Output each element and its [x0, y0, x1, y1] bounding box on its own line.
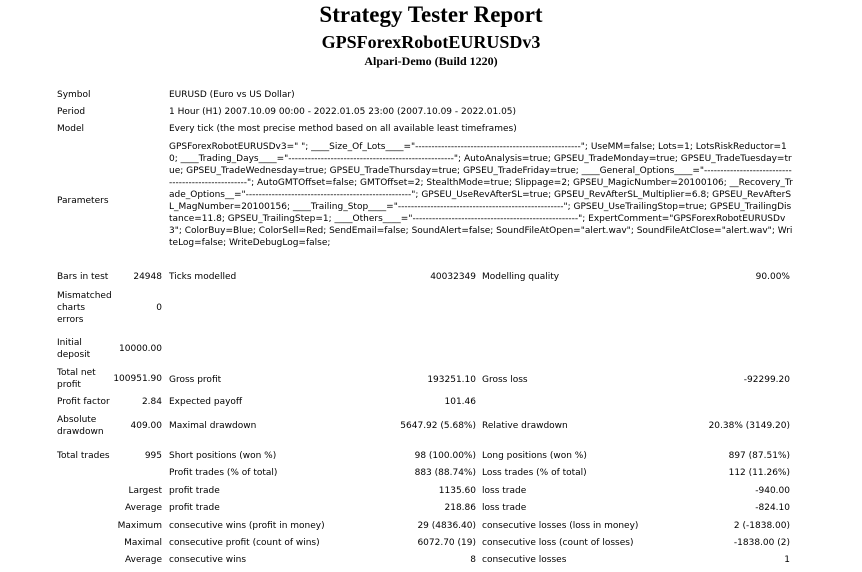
largest-loss-label: loss trade	[482, 486, 527, 496]
payoff-value: 101.46	[444, 397, 476, 407]
short-value: 98 (100.00%)	[414, 451, 476, 461]
average-loss-label: loss trade	[482, 503, 527, 513]
avg-consecutive-label: Average	[125, 555, 162, 565]
absdd-label: drawdown	[57, 427, 104, 437]
period-value: 1 Hour (H1) 2007.10.09 00:00 - 2022.01.05 23:00 (2007.10.09 - 2022.01.05)	[169, 107, 517, 117]
average-profit-value: 218.86	[444, 503, 476, 513]
reldd-label: Relative drawdown	[482, 421, 568, 431]
deposit-label: Initial	[57, 338, 82, 348]
quality-label: Modelling quality	[482, 272, 560, 282]
netprofit-label: Total net	[57, 368, 96, 378]
server-name: Alpari-Demo (Build 1220)	[364, 54, 498, 68]
short-label: Short positions (won %)	[169, 451, 277, 461]
grossprofit-label: Gross profit	[169, 375, 222, 385]
avg-losses-label: consecutive losses	[482, 555, 567, 565]
deposit-label: deposit	[57, 350, 91, 360]
maxdd-label: Maximal drawdown	[169, 421, 257, 431]
trades-value: 995	[144, 451, 162, 461]
quality-value: 90.00%	[755, 272, 790, 282]
long-value: 897 (87.51%)	[728, 451, 790, 461]
deposit-value: 10000.00	[119, 344, 162, 354]
netprofit-label: profit	[57, 380, 81, 390]
max-wins-label: consecutive wins (profit in money)	[169, 521, 325, 531]
model-label: Model	[57, 124, 85, 134]
reldd-value: 20.38% (3149.20)	[708, 421, 790, 431]
largest-profit-value: 1135.60	[438, 486, 476, 496]
maximal-loss-label: consecutive loss (count of losses)	[482, 538, 634, 548]
bars-value: 24948	[133, 272, 162, 282]
expert-name: GPSForexRobotEURUSDv3	[321, 32, 541, 52]
grossprofit-value: 193251.10	[427, 375, 476, 385]
max-losses-value: 2 (-1838.00)	[733, 521, 790, 531]
trades-label: Total trades	[57, 451, 110, 461]
largest-label: Largest	[128, 486, 162, 496]
maximal-profit-value: 6072.70 (19)	[417, 538, 476, 548]
payoff-label: Expected payoff	[169, 397, 243, 407]
parameters-label: Parameters	[57, 196, 109, 206]
avg-losses-value: 1	[784, 555, 790, 565]
mismatch-value: 0	[156, 303, 162, 313]
model-value: Every tick (the most precise method based on all available least timeframes)	[169, 124, 517, 134]
pf-label: Profit factor	[57, 397, 110, 407]
average-label: Average	[125, 503, 162, 513]
profit-trades-value: 883 (88.74%)	[414, 468, 476, 478]
average-loss-value: -824.10	[755, 503, 790, 513]
grossloss-label: Gross loss	[482, 375, 528, 385]
mismatch-label: Mismatched	[57, 291, 112, 301]
avg-wins-label: consecutive wins	[169, 555, 247, 565]
parameters-value: GPSForexRobotEURUSDv3=" "; ____Size_Of_Lots____="---------------------------------------------------"; UseMM=false; Lots=1; LotsRiskReductor=10; ____Trading_Days____="---------------------------------------------------"; AutoAnalysis=true; GPSEU_TradeMonday=true; GPSEU_TradeTuesday=true; GPSEU_TradeWednesday=true; GPSEU_TradeThursday=true; GPSEU_TradeFriday=true; ____General_Options____="---------------------------------------------------"; AutoGMTOffset=false; GMTOffset=2; StealthMode=true; Slippage=2; GPSEU_MagicNumber=20100106; __Recovery_Trade_Options__="---------------------------------------------------"; GPSEU_UseRevAfterSL=true; GPSEU_RevAfterSL_Multiplier=6.8; GPSEU_RevAfterSL_MagNumber=20100156; ____Trailing_Stop____="---------------------------------------------------"; GPSEU_UseTrailingStop=true; GPSEU_TrailingDistance=11.8; GPSEU_TrailingStep=1; ____Others____="---------------------------------------------------"; ExpertComment="GPSForexRobotEURUSDv3"; ColorBuy=Blue; ColorSell=Red; SendEmail=false; SoundAlert=false; SoundFileAtOpen="alert.wav"; SoundFileAtClose="alert.wav"; WriteLog=false; WriteDebugLog=false;	[169, 142, 793, 248]
largest-profit-label: profit trade	[169, 486, 220, 496]
symbol-value: EURUSD (Euro vs US Dollar)	[169, 90, 295, 100]
largest-loss-value: -940.00	[755, 486, 790, 496]
average-profit-label: profit trade	[169, 503, 220, 513]
bars-label: Bars in test	[57, 272, 109, 282]
pf-value: 2.84	[141, 397, 162, 407]
maxdd-value: 5647.92 (5.68%)	[400, 421, 476, 431]
mismatch-label: charts	[57, 303, 86, 313]
max-losses-label: consecutive losses (loss in money)	[482, 521, 639, 531]
period-label: Period	[57, 107, 86, 117]
max-wins-value: 29 (4836.40)	[417, 521, 476, 531]
netprofit-value: 100951.90	[113, 374, 162, 384]
report-title: Strategy Tester Report	[319, 2, 543, 27]
ticks-value: 40032349	[430, 272, 476, 282]
maximal-profit-label: consecutive profit (count of wins)	[169, 538, 320, 548]
avg-wins-value: 8	[470, 555, 476, 565]
maximal-label: Maximal	[124, 538, 162, 548]
grossloss-value: -92299.20	[743, 375, 790, 385]
mismatch-label: errors	[57, 315, 84, 325]
absdd-value: 409.00	[130, 421, 162, 431]
loss-trades-label: Loss trades (% of total)	[482, 468, 587, 478]
ticks-label: Ticks modelled	[169, 272, 237, 282]
absdd-label: Absolute	[57, 415, 97, 425]
loss-trades-value: 112 (11.26%)	[728, 468, 790, 478]
profit-trades-label: Profit trades (% of total)	[169, 468, 278, 478]
symbol-label: Symbol	[57, 90, 91, 100]
maximal-loss-value: -1838.00 (2)	[733, 538, 790, 548]
maximum-label: Maximum	[117, 521, 162, 531]
long-label: Long positions (won %)	[482, 451, 587, 461]
